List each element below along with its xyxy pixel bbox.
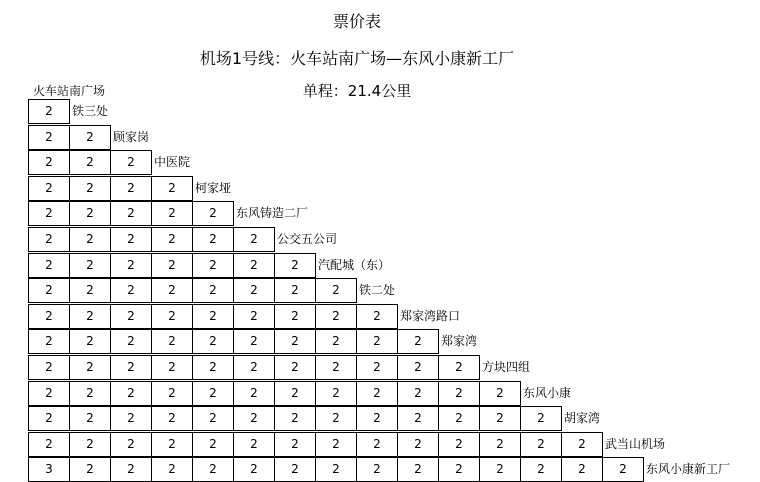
page-title: 票价表	[332, 12, 381, 31]
fare-cell: 2	[69, 176, 111, 201]
fare-cell: 2	[192, 253, 234, 278]
fare-cell: 2	[438, 381, 480, 406]
fare-cell: 2	[315, 381, 357, 406]
fare-cell: 2	[192, 457, 234, 482]
fare-cell: 2	[315, 457, 357, 482]
fare-cell: 2	[28, 278, 70, 303]
stop-label: 武当山机场	[605, 436, 666, 451]
stop-label: 东风小康新工厂	[646, 462, 731, 477]
fare-cell: 2	[233, 457, 275, 482]
fare-cell: 2	[274, 304, 316, 329]
fare-cell: 2	[192, 432, 234, 457]
stop-label: 铁三处	[72, 104, 109, 118]
fare-cell: 2	[561, 432, 603, 457]
fare-cell: 2	[274, 329, 316, 354]
fare-cell: 2	[151, 381, 193, 406]
fare-cell: 2	[151, 227, 193, 252]
route-name: 机场1号线：火车站南广场—东风小康新工厂	[199, 49, 515, 68]
stop-label: 公交五公司	[277, 232, 338, 246]
fare-cell: 2	[274, 432, 316, 457]
fare-cell: 2	[151, 304, 193, 329]
fare-cell: 2	[28, 381, 70, 406]
stop-label: 方块四组	[482, 360, 531, 374]
fare-cell: 2	[356, 457, 398, 482]
fare-cell: 2	[356, 432, 398, 457]
fare-cell: 2	[233, 253, 275, 278]
fare-cell: 2	[233, 278, 275, 303]
fare-cell: 2	[28, 304, 70, 329]
fare-cell: 2	[151, 457, 193, 482]
fare-cell: 2	[151, 355, 193, 380]
fare-cell: 2	[110, 329, 152, 354]
fare-cell: 2	[151, 201, 193, 226]
fare-cell: 2	[356, 406, 398, 431]
fare-cell: 2	[479, 457, 521, 482]
fare-cell: 2	[110, 150, 152, 175]
fare-cell: 2	[233, 329, 275, 354]
fare-cell: 2	[69, 253, 111, 278]
fare-cell: 2	[274, 381, 316, 406]
fare-cell: 2	[315, 278, 357, 303]
fare-cell: 2	[315, 355, 357, 380]
stop-label: 郑家湾	[441, 334, 478, 349]
fare-cell: 2	[28, 253, 70, 278]
fare-cell: 2	[274, 457, 316, 482]
fare-cell: 2	[110, 406, 152, 431]
fare-cell: 2	[69, 355, 111, 380]
fare-cell: 2	[110, 176, 152, 201]
stop-label: 郑家湾路口	[400, 308, 461, 323]
fare-cell: 2	[315, 432, 357, 457]
fare-cell: 2	[151, 176, 193, 201]
fare-cell: 2	[233, 432, 275, 457]
fare-cell: 2	[110, 457, 152, 482]
fare-cell: 2	[274, 355, 316, 380]
fare-cell: 3	[28, 457, 70, 482]
fare-cell: 2	[110, 304, 152, 329]
fare-cell: 2	[438, 457, 480, 482]
fare-cell: 2	[151, 406, 193, 431]
stop-label: 中医院	[154, 155, 191, 170]
stop-label: 东风小康	[523, 385, 572, 400]
fare-cell: 2	[397, 457, 439, 482]
fare-cell: 2	[151, 278, 193, 303]
fare-cell: 2	[69, 150, 111, 175]
fare-cell: 2	[69, 381, 111, 406]
fare-cell: 2	[233, 304, 275, 329]
fare-cell: 2	[28, 99, 70, 124]
origin-stop-label: 火车站南广场	[33, 84, 106, 98]
fare-cell: 2	[397, 381, 439, 406]
stop-label: 胡家湾	[564, 411, 601, 426]
fare-cell: 2	[28, 355, 70, 380]
fare-cell: 2	[479, 381, 521, 406]
fare-cell: 2	[110, 278, 152, 303]
fare-cell: 2	[69, 227, 111, 252]
fare-cell: 2	[28, 329, 70, 354]
fare-cell: 2	[397, 329, 439, 354]
fare-cell: 2	[192, 304, 234, 329]
fare-cell: 2	[233, 381, 275, 406]
fare-cell: 2	[110, 227, 152, 252]
fare-cell: 2	[28, 227, 70, 252]
fare-cell: 2	[110, 253, 152, 278]
fare-cell: 2	[110, 381, 152, 406]
fare-cell: 2	[274, 278, 316, 303]
fare-cell: 2	[602, 457, 644, 482]
fare-cell: 2	[28, 406, 70, 431]
stop-label: 柯家垭	[195, 180, 232, 195]
fare-cell: 2	[315, 304, 357, 329]
stop-label: 东风铸造二厂	[236, 206, 309, 221]
fare-cell: 2	[151, 432, 193, 457]
fare-cell: 2	[192, 227, 234, 252]
stop-label: 铁二处	[359, 283, 396, 298]
fare-cell: 2	[520, 406, 562, 431]
fare-cell: 2	[28, 432, 70, 457]
fare-cell: 2	[110, 201, 152, 226]
fare-cell: 2	[28, 176, 70, 201]
fare-cell: 2	[520, 432, 562, 457]
fare-cell: 2	[151, 253, 193, 278]
fare-cell: 2	[397, 355, 439, 380]
fare-cell: 2	[397, 432, 439, 457]
fare-cell: 2	[69, 432, 111, 457]
fare-cell: 2	[28, 201, 70, 226]
fare-cell: 2	[110, 355, 152, 380]
fare-cell: 2	[192, 278, 234, 303]
stop-label: 顾家岗	[113, 129, 150, 144]
fare-cell: 2	[438, 355, 480, 380]
fare-cell: 2	[69, 201, 111, 226]
fare-cell: 2	[356, 329, 398, 354]
fare-cell: 2	[520, 457, 562, 482]
fare-cell: 2	[69, 278, 111, 303]
fare-cell: 2	[233, 406, 275, 431]
fare-cell: 2	[274, 406, 316, 431]
fare-cell: 2	[438, 432, 480, 457]
fare-cell: 2	[561, 457, 603, 482]
fare-cell: 2	[233, 227, 275, 252]
fare-cell: 2	[315, 406, 357, 431]
fare-cell: 2	[69, 125, 111, 150]
fare-cell: 2	[151, 329, 193, 354]
fare-cell: 2	[192, 201, 234, 226]
fare-cell: 2	[397, 406, 439, 431]
fare-cell: 2	[110, 432, 152, 457]
route-distance: 单程：21.4公里	[302, 82, 412, 100]
fare-cell: 2	[192, 381, 234, 406]
fare-cell: 2	[192, 355, 234, 380]
fare-cell: 2	[356, 381, 398, 406]
fare-cell: 2	[274, 253, 316, 278]
fare-cell: 2	[192, 406, 234, 431]
fare-cell: 2	[233, 355, 275, 380]
fare-cell: 2	[438, 406, 480, 431]
fare-cell: 2	[69, 457, 111, 482]
fare-cell: 2	[28, 125, 70, 150]
fare-cell: 2	[356, 304, 398, 329]
fare-cell: 2	[192, 329, 234, 354]
fare-cell: 2	[479, 432, 521, 457]
fare-cell: 2	[69, 406, 111, 431]
stop-label: 汽配城（东）	[318, 257, 391, 272]
fare-cell: 2	[356, 355, 398, 380]
fare-cell: 2	[479, 406, 521, 431]
fare-cell: 2	[69, 329, 111, 354]
fare-cell: 2	[28, 150, 70, 175]
fare-cell: 2	[315, 329, 357, 354]
fare-cell: 2	[69, 304, 111, 329]
